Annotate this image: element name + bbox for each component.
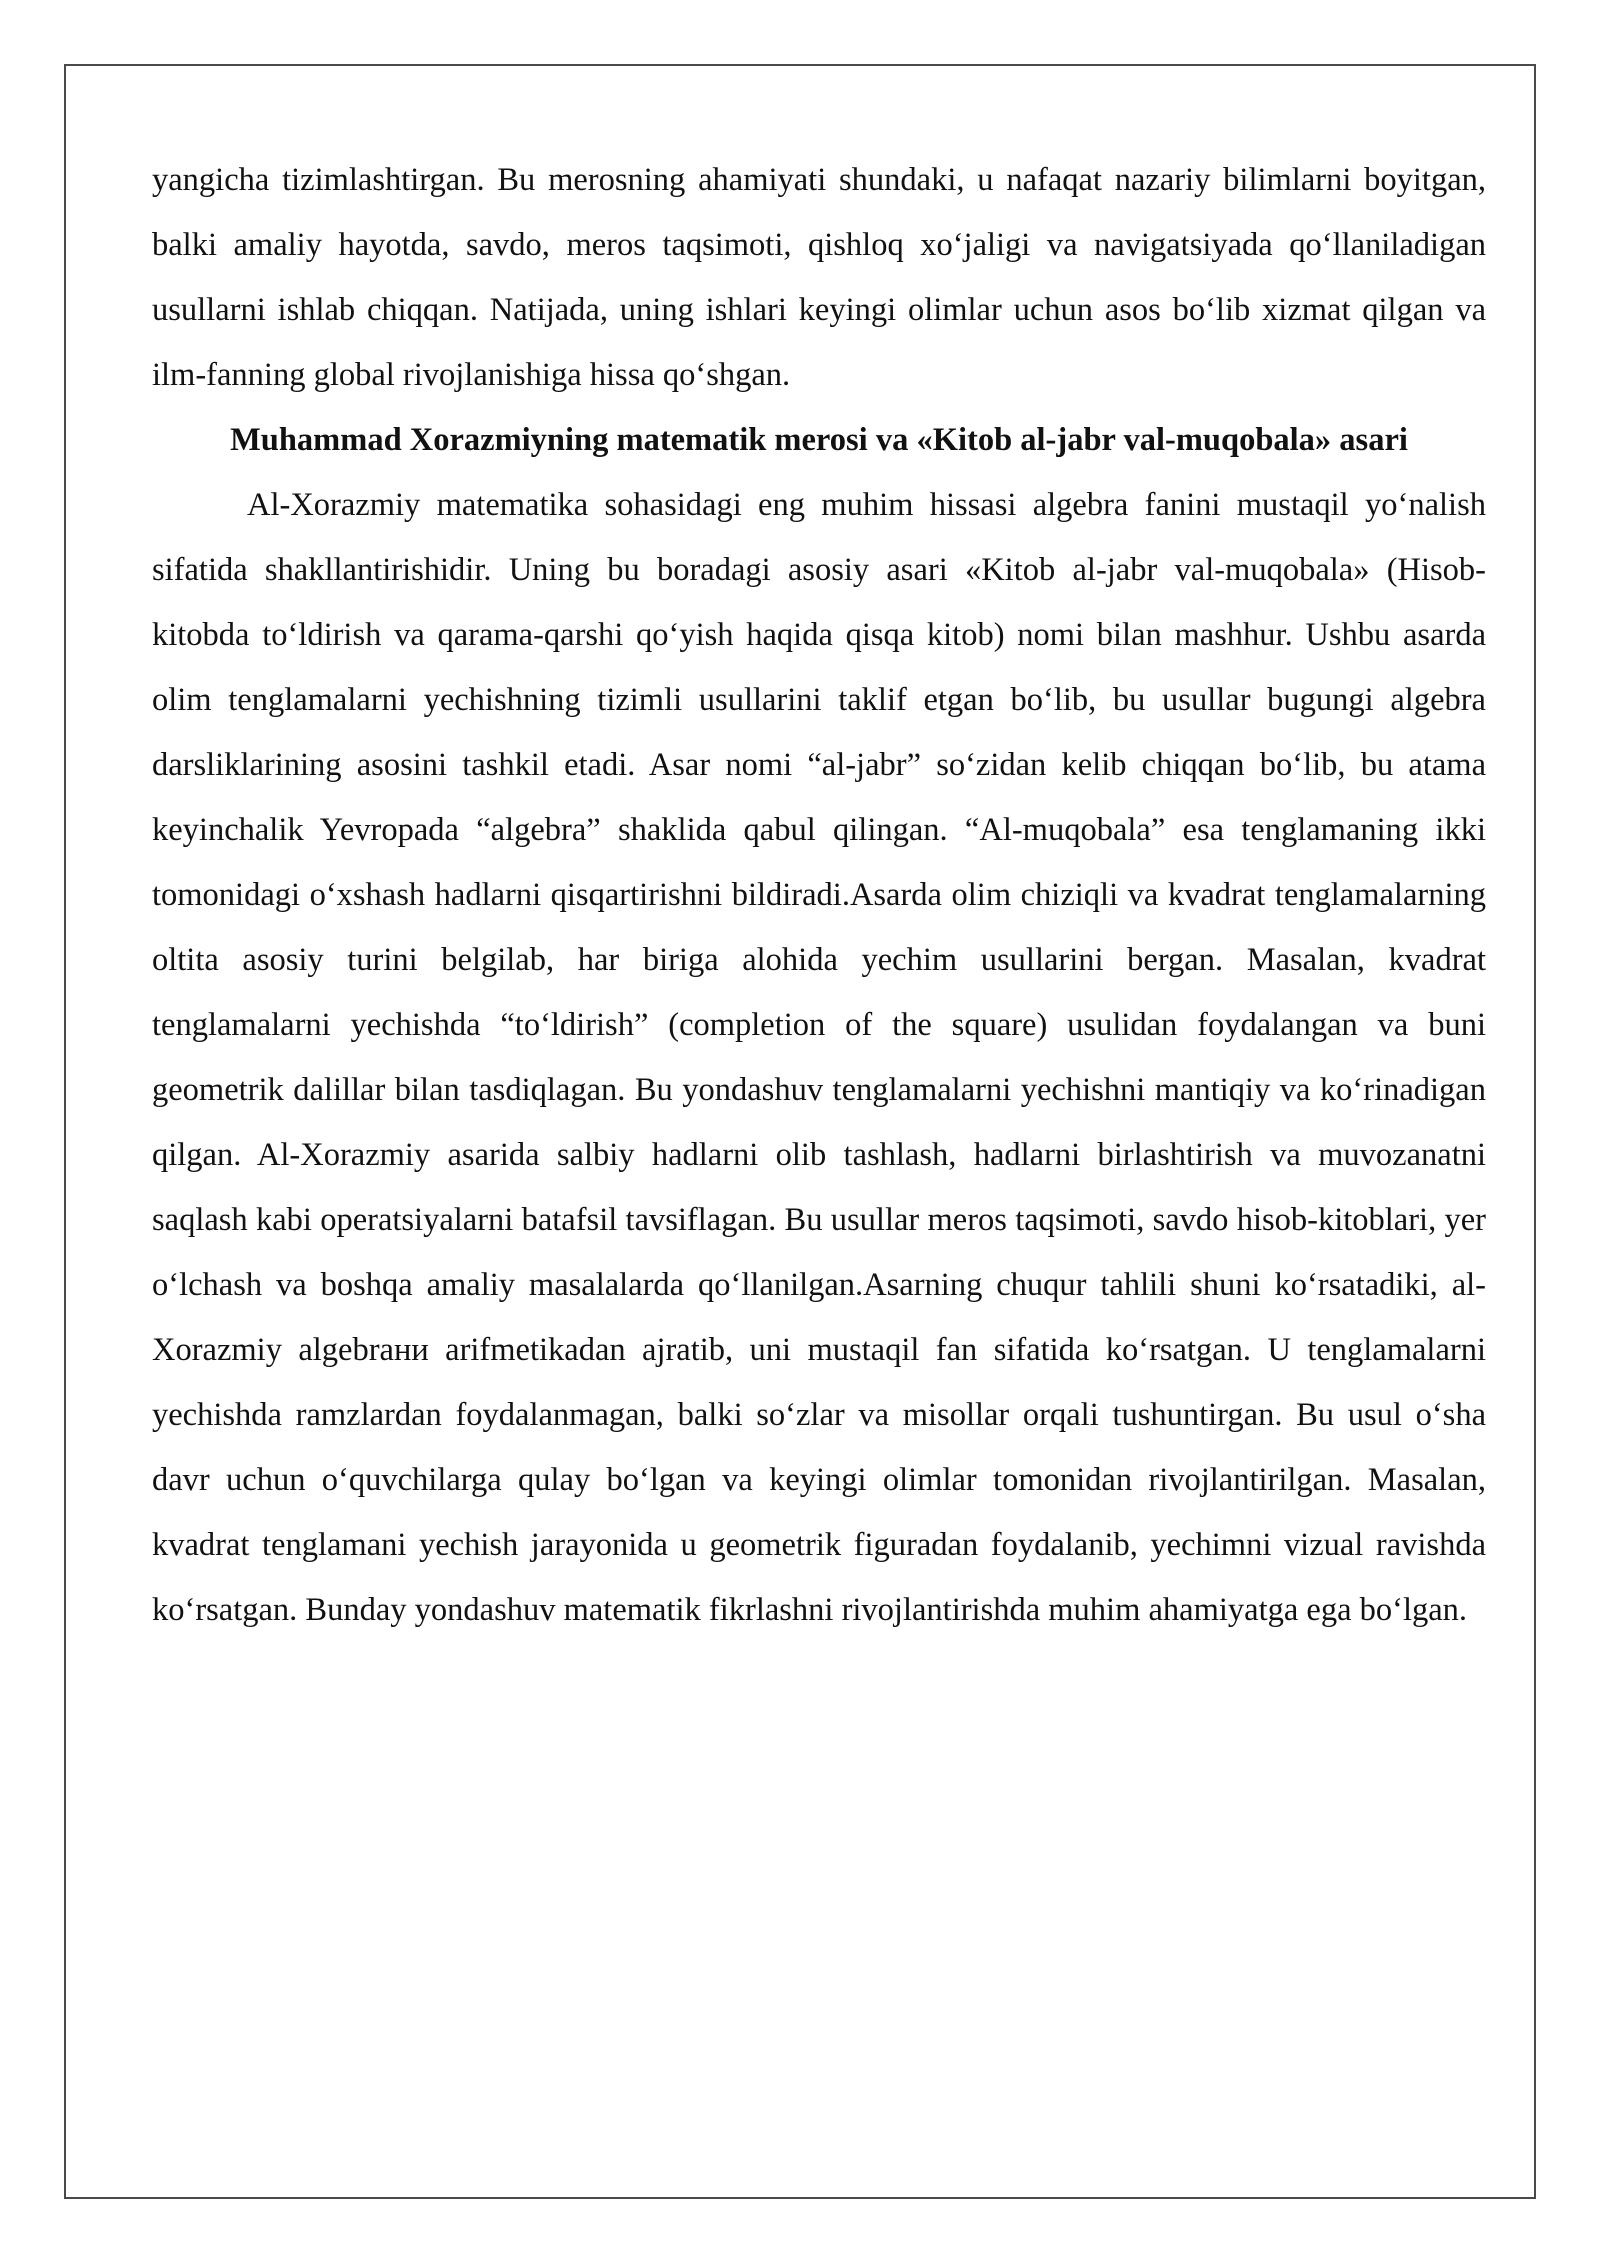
- main-paragraph: Al-Xorazmiy matematika sohasidagi eng muhim hissasi algebra fanini mustaqil yoʻnalish sifatida shakllantirishidir. Uning bu boradagi asosiy asari «Kitob al-jabr val-muqobala» (Hisob-kitobda toʻldirish va qarama-qarshi qoʻyish haqida qisqa kitob) nomi bilan mashhur. Ushbu asarda olim tenglamalarni yechishning tizimli usullarini taklif etgan boʻlib, bu usullar bugungi algebra darsliklarining asosini tashkil etadi. Asar nomi “al-jabr” soʻzidan kelib chiqqan boʻlib, bu atama keyinchalik Yevropada “algebra” shaklida qabul qilingan. “Al-muqobala” esa tenglamaning ikki tomonidagi oʻxshash hadlarni qisqartirishni bildiradi.Asarda olim chiziqli va kvadrat tenglamalarning oltita asosiy turini belgilab, har biriga alohida yechim usullarini bergan. Masalan, kvadrat tenglamalarni yechishda “toʻldirish” (completion of the square) usulidan foydalangan va buni geometrik dalillar bilan tasdiqlagan. Bu yondashuv tenglamalarni yechishni mantiqiy va koʻrinadigan qilgan. Al-Xorazmiy asarida salbiy hadlarni olib tashlash, hadlarni birlashtirish va muvozanatni saqlash kabi operatsiyalarni batafsil tavsiflagan. Bu usullar meros taqsimoti, savdo hisob-kitoblari, yer oʻlchash va boshqa amaliy masalalarda qoʻllanilgan.Asarning chuqur tahlili shuni koʻrsatadiki, al-Xorazmiy algebrани arifmetikadan ajratib, uni mustaqil fan sifatida koʻrsatgan. U tenglamalarni yechishda ramzlardan foydalanmagan, balki soʻzlar va misollar orqali tushuntirgan. Bu usul oʻsha davr uchun oʻquvchilarga qulay boʻlgan va keyingi olimlar tomonidan rivojlantirilgan. Masalan, kvadrat tenglamani yechish jarayonida u geometrik figuradan foydalanib, yechimni vizual ravishda koʻrsatgan. Bunday yondashuv matematik fikrlashni rivojlantirishda muhim ahamiyatga ega boʻlgan.: [152, 487, 1486, 1628]
- document-body: [152, 148, 1486, 1643]
- section-heading: Muhammad Xorazmiyning matematik merosi va «Kitob al-jabr val-muqobala» asari: [230, 422, 1408, 458]
- intro-paragraph: yangicha tizimlashtirgan. Bu merosning ahamiyati shundaki, u nafaqat nazariy bilimlarni boyitgan, balki amaliy hayotda, savdo, meros taqsimoti, qishloq xoʻjaligi va navigatsiyada qoʻllaniladigan usullarni ishlab chiqqan. Natijada, uning ishlari keyingi olimlar uchun asos boʻlib xizmat qilgan va ilm-fanning global rivojlanishiga hissa qoʻshgan.: [152, 162, 1486, 393]
